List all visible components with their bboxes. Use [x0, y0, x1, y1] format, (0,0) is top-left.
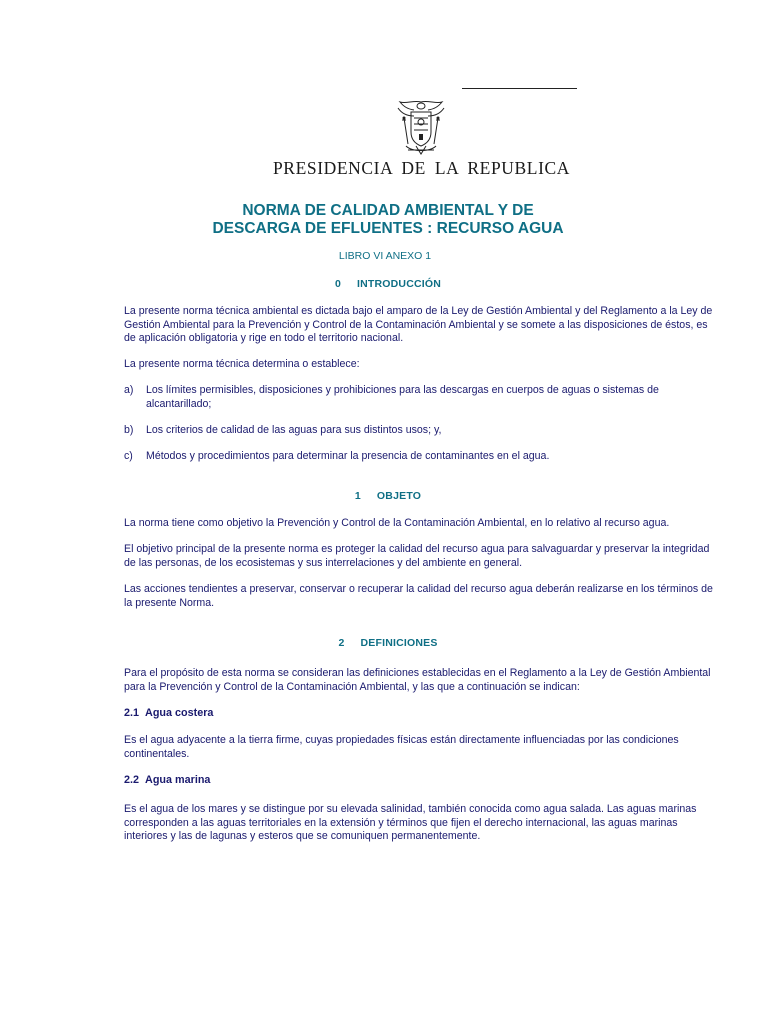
list-item-label: b) — [124, 424, 134, 436]
list-item-text: Los límites permisibles, disposiciones y prohibiciones para las descargas en cuerpos de aguas o sistemas de alcantarillado; — [146, 384, 659, 410]
agua-costera-paragraph: Es el agua adyacente a la tierra firme, cuyas propiedades físicas están directamente influenciadas por las condiciones continentales. — [124, 734, 679, 760]
document-title-line-1: NORMA DE CALIDAD AMBIENTAL Y DE — [242, 202, 534, 219]
list-item-text: Métodos y procedimientos para determinar la presencia de contaminantes en el agua. — [146, 450, 550, 462]
section-number: 0 — [334, 278, 341, 290]
list-item — [124, 450, 720, 464]
organization-header: PRESIDENCIA DE LA REPUBLICA — [272, 158, 571, 178]
document-title — [150, 202, 626, 238]
subsection-number: 2.1 — [124, 707, 140, 719]
section-number: 2 — [338, 637, 345, 649]
subsection-heading-agua-marina — [124, 774, 210, 786]
section-heading-definiciones — [150, 637, 626, 649]
section-heading-objeto — [150, 490, 626, 502]
section-heading-introduccion — [150, 278, 626, 290]
subsection-title: Agua costera — [145, 707, 214, 719]
section-title: OBJETO — [376, 490, 422, 502]
agua-marina-paragraph: Es el agua de los mares y se distingue por su elevada salinidad, también conocida como agua salada. Las aguas marinas corresponden a las aguas territoriales en la extensión y términos que fijen el derecho internacional, las aguas marinas interiores y las de lagunas y esteros que se comuniquen permanentemente. — [124, 803, 697, 842]
objeto-paragraph-3: Las acciones tendientes a preservar, conservar o recuperar la calidad del recurso agua deberán realizarse en los términos de la presente Norma. — [124, 583, 713, 609]
list-item-label: a) — [124, 384, 134, 396]
document-subtitle: LIBRO VI ANEXO 1 — [338, 250, 432, 262]
intro-paragraph-2: La presente norma técnica determina o establece: — [124, 358, 360, 370]
section-title: INTRODUCCIÓN — [356, 278, 442, 290]
coat-of-arms-icon — [394, 98, 448, 156]
subsection-title: Agua marina — [145, 774, 211, 786]
list-item — [124, 424, 720, 438]
list-item — [124, 384, 720, 411]
intro-paragraph-1: La presente norma técnica ambiental es dictada bajo el amparo de la Ley de Gestión Ambiental y del Reglamento a la Ley de Gestión Ambiental para la Prevención y Control de la Contaminación Ambiental y se somete a las disposiciones de éstos, es de aplicación obligatoria y rige en todo el territorio nacional. — [124, 305, 713, 344]
objeto-paragraph-1: La norma tiene como objetivo la Prevención y Control de la Contaminación Ambiental, en lo relativo al recurso agua. — [124, 517, 670, 529]
subsection-heading-agua-costera — [124, 707, 213, 719]
list-item-label: c) — [124, 450, 133, 462]
subsection-number: 2.2 — [124, 774, 140, 786]
definiciones-paragraph-1: Para el propósito de esta norma se consideran las definiciones establecidas en el Reglamento a la Ley de Gestión Ambiental para la Prevención y Control de la Contaminación Ambiental, y las que a continuación se indican: — [124, 667, 711, 693]
signature-line — [462, 88, 577, 89]
document-title-line-2: DESCARGA DE EFLUENTES : RECURSO AGUA — [212, 220, 564, 237]
list-item-text: Los criterios de calidad de las aguas para sus distintos usos; y, — [146, 424, 442, 436]
section-title: DEFINICIONES — [360, 637, 438, 649]
objeto-paragraph-2: El objetivo principal de la presente norma es proteger la calidad del recurso agua para salvaguardar y preservar la integridad de las personas, de los ecosistemas y sus interrelaciones y del ambiente en general. — [124, 543, 710, 569]
section-number: 1 — [354, 490, 361, 502]
